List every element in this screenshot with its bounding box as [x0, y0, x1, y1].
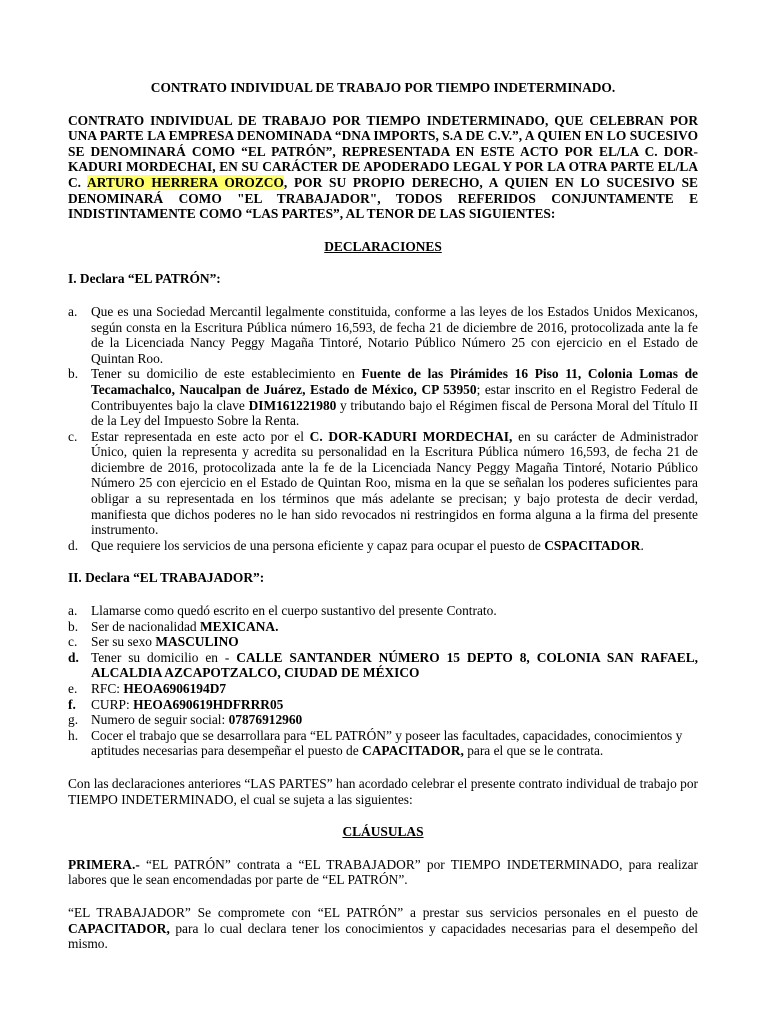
list-marker: c.	[68, 634, 78, 650]
item-text: Tener su domicilio en -	[91, 649, 237, 665]
nationality-value: MEXICANA.	[199, 618, 279, 634]
list-item	[68, 603, 698, 619]
list-item	[68, 712, 698, 728]
item-text: CURP:	[91, 696, 134, 712]
intro-text-1: CONTRATO INDIVIDUAL DE TRABAJO POR TIEMPO INDETERMINADO, QUE CELEBRAN POR UNA PARTE LA EMPRESA DENOMINADA “DNA IMPORTS, S.A DE C.V.”, A QUIEN EN LO SUCESIVO SE DENOMINARÁ COMO “EL PATRÓN”, REPRESENTADA EN ESTE ACTO POR EL/LA C. DOR-KADURI MORDECHAI, EN SU CARÁCTER DE APODERADO LEGAL Y POR LA OTRA PARTE EL/LA C.	[68, 112, 698, 190]
declaraciones-heading: DECLARACIONES	[324, 238, 442, 254]
patron-heading: I. Declara “EL PATRÓN”:	[68, 271, 221, 287]
job-position: CAPACITADOR,	[362, 743, 464, 759]
intro-paragraph	[68, 113, 698, 222]
list-item	[68, 538, 698, 554]
clause-segunda	[68, 905, 698, 952]
social-security-number: 07876912960	[228, 712, 303, 728]
clause-primera	[68, 857, 698, 888]
highlighted-worker-name: ARTURO HERRERA OROZCO	[87, 174, 284, 190]
list-marker: a.	[68, 303, 78, 319]
list-item	[68, 619, 698, 635]
list-item	[68, 681, 698, 697]
job-position: CSPACITADOR	[544, 537, 641, 553]
job-position: CAPACITADOR,	[68, 920, 170, 936]
item-text: Estar representada en este acto por el	[91, 428, 310, 444]
list-marker: d.	[68, 537, 79, 553]
list-marker: a.	[68, 603, 78, 619]
list-item	[68, 366, 698, 428]
item-text: y tributando bajo el Régimen fiscal de Persona Moral del Título II de la Ley del Impuesto Sobre la Renta.	[91, 397, 698, 429]
item-text: en su carácter de Administrador Único, quien la representa y acredita su personalidad en la Escritura Pública número 16,593, de fecha 21 de diciembre de 2016, protocolizada ante la fe de la Licenciada Nancy Peggy Magaña Tintoré, Notario Público Número 25 con ejercicio en el Estado de Quintan Roo, misma en la que se señalan los poderes suficientes para obligar a su representada en los términos que más adelante se precisan; y bajo protesta de decir verdad, manifiesta que dichos poderes no le han sido revocados ni restringidos en forma alguna a la firma del presente instrumento.	[91, 428, 698, 538]
item-text: Que es una Sociedad Mercantil legalmente constituida, conforme a las leyes de los Estados Unidos Mexicanos, según consta en la Escritura Pública número 16,593, de fecha 21 de diciembre de 2016, protocolizada ante la fe de la Licenciada Nancy Peggy Magaña Tintoré, Notario Público Número 25 con ejercicio en el Estado de Quintan Roo.	[91, 303, 698, 366]
item-text: RFC:	[91, 681, 124, 696]
item-text: Llamarse como quedó escrito en el cuerpo sustantivo del presente Contrato.	[91, 603, 497, 619]
worker-address: CALLE SANTANDER NÚMERO 15 DEPTO 8, COLONIA SAN RAFAEL, ALCALDIA AZCAPOTZALCO, CIUDAD DE MÉXICO	[91, 649, 698, 681]
transition-paragraph: Con las declaraciones anteriores “LAS PARTES” han acordado celebrar el presente contrato individual de trabajo por TIEMPO INDETERMINADO, el cual se sujeta a las siguientes:	[68, 775, 698, 807]
intro-text-2: , POR SU PROPIO DERECHO, A QUIEN EN LO SUCESIVO SE DENOMINARÁ COMO "EL TRABAJADOR", TODOS REFERIDOS CONJUNTAMENTE E INDISTINTAMENTE COMO “LAS PARTES”, AL TENOR DE LAS SIGUIENTES:	[68, 174, 698, 222]
item-text: Que requiere los servicios de una persona eficiente y capaz para ocupar el puesto de	[91, 537, 545, 553]
document-title: CONTRATO INDIVIDUAL DE TRABAJO POR TIEMPO INDETERMINADO.	[150, 80, 616, 95]
trabajador-heading: II. Declara “EL TRABAJADOR”:	[68, 570, 265, 586]
item-text: Tener su domicilio de este establecimiento en	[91, 366, 362, 382]
item-text: .	[640, 537, 644, 553]
clause-text: “EL PATRÓN” contrata a “EL TRABAJADOR” por TIEMPO INDETERMINADO, para realizar labores que le sean encomendadas por parte de “EL PATRÓN”.	[68, 856, 698, 888]
patron-declarations-list	[68, 304, 698, 554]
list-marker: c.	[68, 428, 78, 444]
list-item	[68, 728, 698, 759]
item-text: para el que se le contrata.	[463, 743, 604, 759]
worker-rfc: HEOA6906194D7	[123, 681, 227, 696]
sex-value: MASCULINO	[155, 634, 239, 650]
list-item	[68, 304, 698, 366]
list-marker: f.	[68, 696, 76, 712]
company-address: Fuente de las Pirámides 16 Piso 11, Colonia Lomas de Tecamachalco, Naucalpan de Juárez, Estado de México, CP 53950	[91, 366, 698, 397]
list-marker: e.	[68, 681, 78, 696]
clausulas-heading: CLÁUSULAS	[342, 824, 424, 840]
clause-text: para lo cual declara tener los conocimientos y capacidades necesarias para el desempeño del mismo.	[68, 920, 698, 952]
list-marker: h.	[68, 727, 79, 743]
list-item	[68, 429, 698, 538]
list-marker: g.	[68, 712, 79, 728]
list-marker: d.	[68, 649, 79, 665]
item-text: ; estar inscrito en el Registro Federal de Contribuyentes bajo la clave	[91, 381, 698, 413]
clause-text: “EL TRABAJADOR” Se compromete con “EL PATRÓN” a prestar sus servicios personales en el puesto de	[68, 904, 698, 920]
list-item	[68, 697, 698, 713]
company-rfc: DIM161221980	[248, 397, 337, 413]
representative-name: C. DOR-KADURI MORDECHAI,	[309, 428, 513, 444]
list-marker: b.	[68, 618, 79, 634]
list-item	[68, 650, 698, 681]
list-item	[68, 634, 698, 650]
trabajador-declarations-list	[68, 603, 698, 759]
clause-label: PRIMERA.-	[68, 856, 140, 872]
list-marker: b.	[68, 366, 79, 382]
item-text: Numero de seguir social:	[91, 712, 229, 728]
item-text: Cocer el trabajo que se desarrollara para “EL PATRÓN” y poseer las facultades, capacidades, conocimientos y aptitudes necesarias para desempeñar el puesto de	[91, 727, 683, 759]
item-text: Ser su sexo	[91, 634, 156, 650]
worker-curp: HEOA690619HDFRRR05	[133, 696, 284, 712]
item-text: Ser de nacionalidad	[91, 618, 200, 634]
